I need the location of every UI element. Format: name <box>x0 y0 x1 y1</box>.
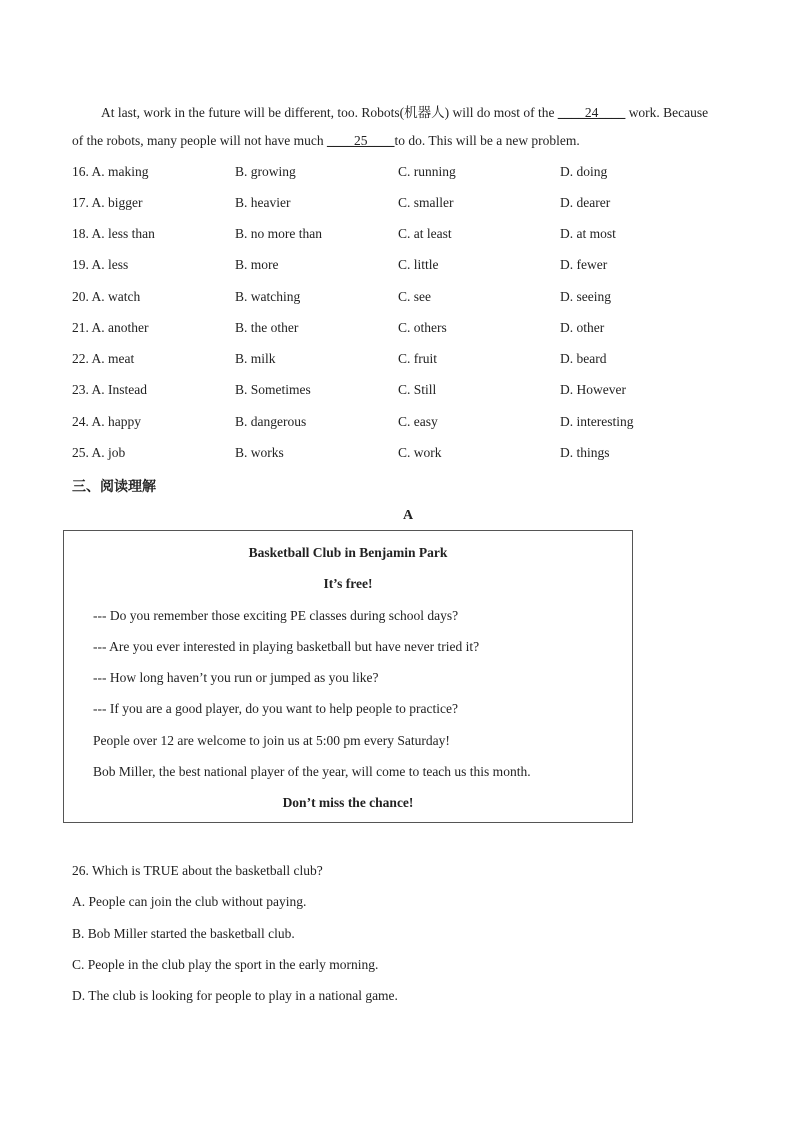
cloze-paragraph-line1 <box>101 101 708 121</box>
question-26-option-b: B. Bob Miller started the basketball club. <box>72 926 295 941</box>
option-c: C. easy <box>398 414 438 429</box>
option-a: 23. A. Instead <box>72 382 147 397</box>
notice-question-1: --- Do you remember those exciting PE classes during school days? <box>93 608 459 623</box>
option-row-22 <box>72 351 732 371</box>
option-b: B. Sometimes <box>235 382 311 397</box>
question-26-option-d: D. The club is looking for people to play in a national game. <box>72 988 398 1003</box>
cloze-paragraph-line2 <box>72 133 580 149</box>
cloze-text: to do. This will be a new problem. <box>394 133 580 148</box>
question-26-option-c: C. People in the club play the sport in the early morning. <box>72 957 379 972</box>
option-c: C. at least <box>398 226 452 241</box>
option-b: B. dangerous <box>235 414 307 429</box>
passage-label: A <box>403 508 414 523</box>
option-row-19 <box>72 257 732 277</box>
option-a: 18. A. less than <box>72 226 155 241</box>
option-c: C. smaller <box>398 195 454 210</box>
option-c: C. fruit <box>398 351 437 366</box>
option-row-24 <box>72 414 732 434</box>
option-c: C. work <box>398 445 442 460</box>
option-d: D. doing <box>560 164 608 179</box>
option-d: D. dearer <box>560 195 611 210</box>
cloze-text: work. Because <box>625 105 709 120</box>
option-a: 20. A. watch <box>72 289 141 304</box>
option-c: C. little <box>398 257 439 272</box>
option-a: 24. A. happy <box>72 414 141 429</box>
blank-25: ____25____ <box>326 133 395 148</box>
blank-24: ____24____ <box>557 105 626 120</box>
option-row-25 <box>72 445 732 465</box>
option-b: B. growing <box>235 164 296 179</box>
option-d: D. at most <box>560 226 616 241</box>
option-d: D. fewer <box>560 257 608 272</box>
question-26-option-a: A. People can join the club without paying. <box>72 894 307 909</box>
notice-question-2: --- Are you ever interested in playing basketball but have never tried it? <box>93 639 480 654</box>
option-row-23 <box>72 382 732 402</box>
option-a: 19. A. less <box>72 257 129 272</box>
option-a: 25. A. job <box>72 445 126 460</box>
question-26-stem: 26. Which is TRUE about the basketball club? <box>72 863 323 878</box>
option-b: B. watching <box>235 289 301 304</box>
option-b: B. no more than <box>235 226 322 241</box>
option-c: C. see <box>398 289 431 304</box>
option-row-18 <box>72 226 732 246</box>
cloze-text: of the robots, many people will not have much <box>72 133 327 148</box>
option-a: 21. A. another <box>72 320 149 335</box>
option-row-16 <box>72 164 732 184</box>
option-c: C. others <box>398 320 447 335</box>
notice-closing: Don’t miss the chance! <box>282 795 414 810</box>
option-b: B. heavier <box>235 195 291 210</box>
notice-subtitle: It’s free! <box>323 576 373 591</box>
option-c: C. Still <box>398 382 437 397</box>
option-a: 16. A. making <box>72 164 149 179</box>
option-b: B. milk <box>235 351 276 366</box>
option-a: 17. A. bigger <box>72 195 143 210</box>
option-row-21 <box>72 320 732 340</box>
notice-info-coach: Bob Miller, the best national player of the year, will come to teach us this month. <box>93 764 531 779</box>
option-d: D. interesting <box>560 414 634 429</box>
notice-box <box>63 530 633 823</box>
option-b: B. works <box>235 445 284 460</box>
notice-question-4: --- If you are a good player, do you want to help people to practice? <box>93 701 458 716</box>
section-title: 三、阅读理解 <box>72 479 156 495</box>
option-d: D. seeing <box>560 289 611 304</box>
notice-question-3: --- How long haven’t you run or jumped as you like? <box>93 670 379 685</box>
option-c: C. running <box>398 164 456 179</box>
option-d: D. other <box>560 320 605 335</box>
option-row-17 <box>72 195 732 215</box>
option-b: B. the other <box>235 320 299 335</box>
option-b: B. more <box>235 257 279 272</box>
notice-title: Basketball Club in Benjamin Park <box>248 545 448 560</box>
option-d: D. things <box>560 445 610 460</box>
cloze-text: At last, work in the future will be different, too. Robots(机器人) will do most of the <box>101 105 558 120</box>
option-row-20 <box>72 289 732 309</box>
notice-info-time: People over 12 are welcome to join us at 5:00 pm every Saturday! <box>93 733 450 748</box>
option-d: D. beard <box>560 351 607 366</box>
option-a: 22. A. meat <box>72 351 135 366</box>
option-d: D. However <box>560 382 626 397</box>
